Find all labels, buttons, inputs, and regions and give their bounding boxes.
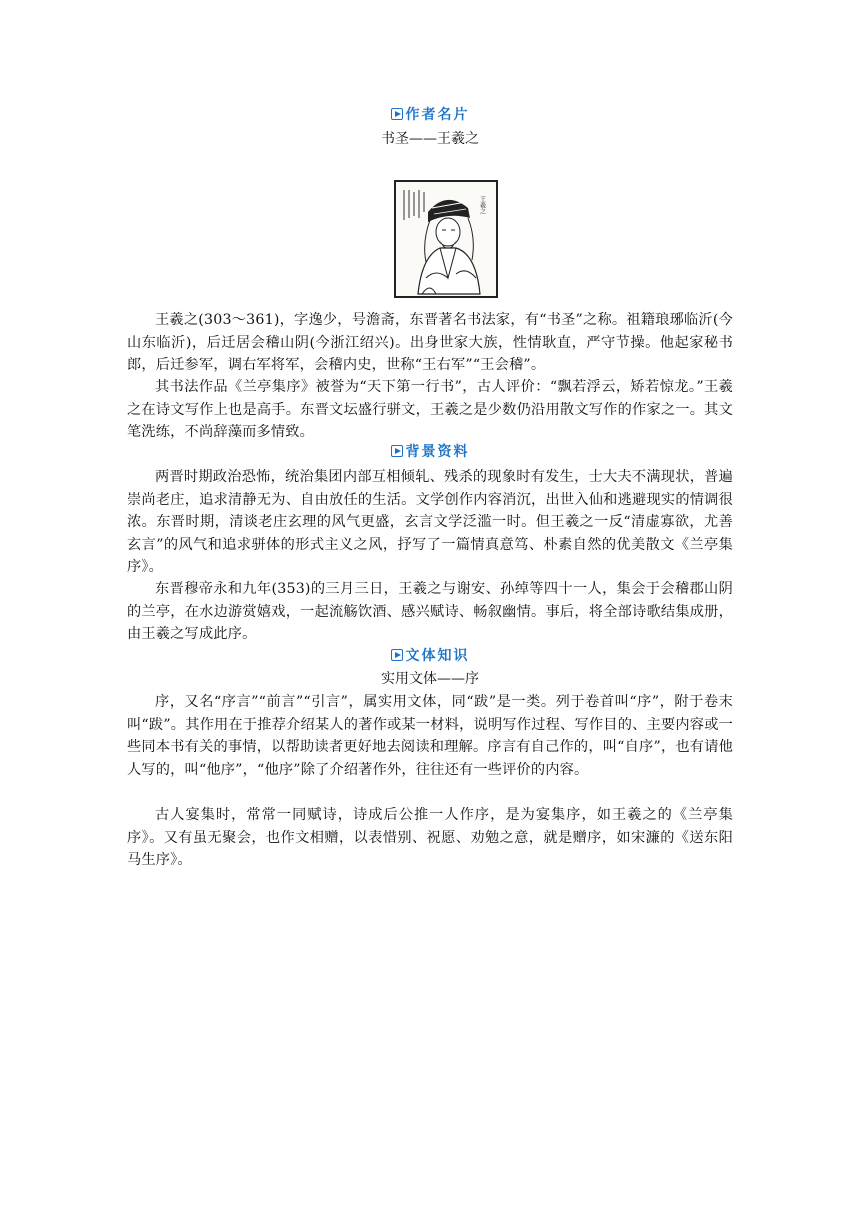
- section-heading-author: [0, 106, 860, 124]
- play-icon: [391, 649, 403, 661]
- heading-text: 作者名片: [405, 107, 470, 123]
- author-paragraph-2: 其书法作品《兰亭集序》被誉为“天下第一行书”，古人评价：“飘若浮云，矫若惊龙。”王羲之在诗文写作上也是高手。东晋文坛盛行骈文，王羲之是少数仍沿用散文写作的作家之一。其文笔洗练，不尚辞藻而多情致。: [127, 379, 733, 440]
- section-heading-background: [0, 443, 860, 461]
- author-paragraph-1: 王羲之(303～361)，字逸少，号澹斋，东晋著名书法家，有“书圣”之称。祖籍琅琊临沂(今山东临沂)，后迁居会稽山阴(今浙江绍兴)。出身世家大族，性情耿直，严守节操。他起家秘书郎，后迁参军，调右军将军，会稽内史，世称“王右军”“王会稽”。: [127, 312, 733, 373]
- heading-text: 背景资料: [405, 444, 470, 460]
- play-icon: [391, 108, 403, 120]
- section-heading-genre: [0, 647, 860, 665]
- portrait-caption: 王羲之: [478, 196, 486, 214]
- portrait-drawing: [396, 182, 496, 296]
- portrait-image: [394, 180, 498, 298]
- genre-paragraph-1: 序，又名“序言”“前言”“引言”，属实用文体，同“跋”是一类。列于卷首叫“序”，附于卷末叫“跋”。其作用在于推荐介绍某人的著作或某一材料，说明写作过程、写作目的、主要内容或一些同本书有关的事情，以帮助读者更好地去阅读和理解。序言有自己作的，叫“自序”，也有请他人写的，叫“他序”，“他序”除了介绍著作外，往往还有一些评价的内容。: [127, 694, 733, 778]
- background-paragraph-2: 东晋穆帝永和九年(353)的三月三日，王羲之与谢安、孙绰等四十一人，集会于会稽郡山阴的兰亭，在水边游赏嬉戏，一起流觞饮酒、感兴赋诗、畅叙幽情。事后，将全部诗歌结集成册，由王羲之写成此序。: [127, 581, 733, 642]
- play-icon: [391, 445, 403, 457]
- heading-text: 文体知识: [405, 648, 470, 664]
- genre-subtitle: 实用文体——序: [381, 671, 479, 687]
- genre-paragraph-2: 古人宴集时，常常一同赋诗，诗成后公推一人作序，是为宴集序，如王羲之的《兰亭集序》。又有虽无聚会，也作文相赠，以表惜别、祝愿、劝勉之意，就是赠序，如宋濂的《送东阳马生序》。: [127, 807, 733, 868]
- author-subtitle: 书圣——王羲之: [381, 131, 479, 147]
- background-paragraph-1: 两晋时期政治恐怖，统治集团内部互相倾轧、残杀的现象时有发生，士大夫不满现状，普遍崇尚老庄，追求清静无为、自由放任的生活。文学创作内容消沉，出世入仙和逃避现实的情调很浓。东晋时期，清谈老庄玄理的风气更盛，玄言文学泛滥一时。但王羲之一反“清虚寡欲，尤善玄言”的风气和追求骈体的形式主义之风，抒写了一篇情真意笃、朴素自然的优美散文《兰亭集序》。: [127, 469, 733, 575]
